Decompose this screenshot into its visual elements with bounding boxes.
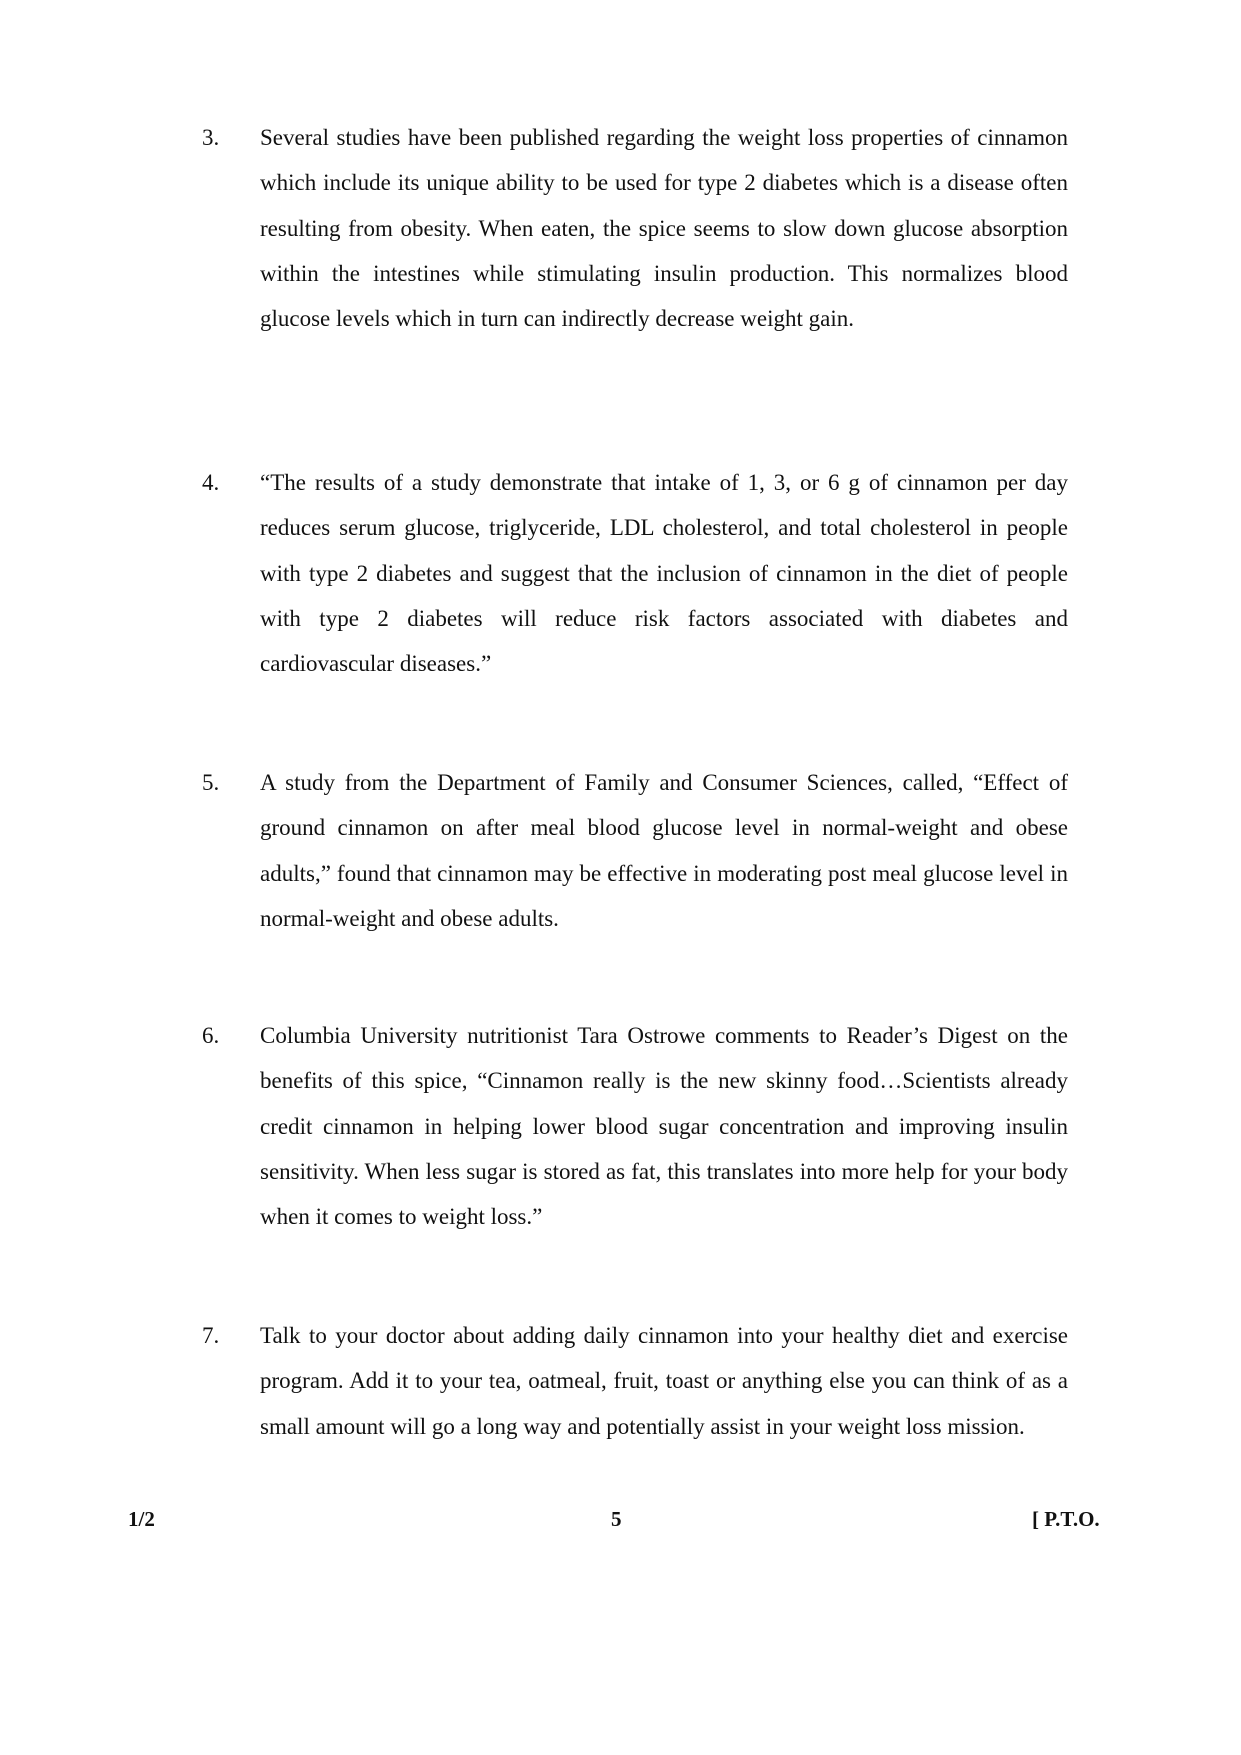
item-number: 7. xyxy=(202,1323,220,1348)
footer-pto: [ P.T.O. xyxy=(1032,1507,1100,1531)
item-number: 3. xyxy=(202,125,220,150)
item-paragraph: Talk to your doctor about adding daily cinnamon into your healthy diet and exercise program. Add it to your tea, oatmeal, fruit, toast or anything else you can think of as a small amount will go a long way and potentially assist in your weight loss mission. xyxy=(260,1323,1068,1439)
footer-set-code: 1/2 xyxy=(128,1507,155,1531)
item-paragraph: A study from the Department of Family and Consumer Sciences, called, “Effect of ground cinnamon on after meal blood glucose level in normal-weight and obese adults,” found that cinnamon may be effective in moderating post meal glucose level in normal-weight and obese adults. xyxy=(260,770,1068,931)
item-number: 5. xyxy=(202,770,220,795)
item-paragraph: “The results of a study demonstrate that intake of 1, 3, or 6 g of cinnamon per day reduces serum glucose, triglyceride, LDL cholesterol, and total cholesterol in people with type 2 diabetes and suggest that the inclusion of cinnamon in the diet of people with type 2 diabetes will reduce risk factors associated with diabetes and cardiovascular diseases.” xyxy=(260,470,1068,677)
footer-page-number: 5 xyxy=(611,1507,622,1531)
item-number: 4. xyxy=(202,470,220,495)
item-paragraph: Columbia University nutritionist Tara Ostrowe comments to Reader’s Digest on the benefits of this spice, “Cinnamon really is the new skinny food…Scientists already credit cinnamon in helping lower blood sugar concentration and improving insulin sensitivity. When less sugar is stored as fat, this translates into more help for your body when it comes to weight loss.” xyxy=(260,1023,1068,1230)
item-paragraph: Several studies have been published regarding the weight loss properties of cinnamon which include its unique ability to be used for type 2 diabetes which is a disease often resulting from obesity. When eaten, the spice seems to slow down glucose absorption within the intestines while stimulating insulin production. This normalizes blood glucose levels which in turn can indirectly decrease weight gain. xyxy=(260,125,1068,332)
item-number: 6. xyxy=(202,1023,220,1048)
